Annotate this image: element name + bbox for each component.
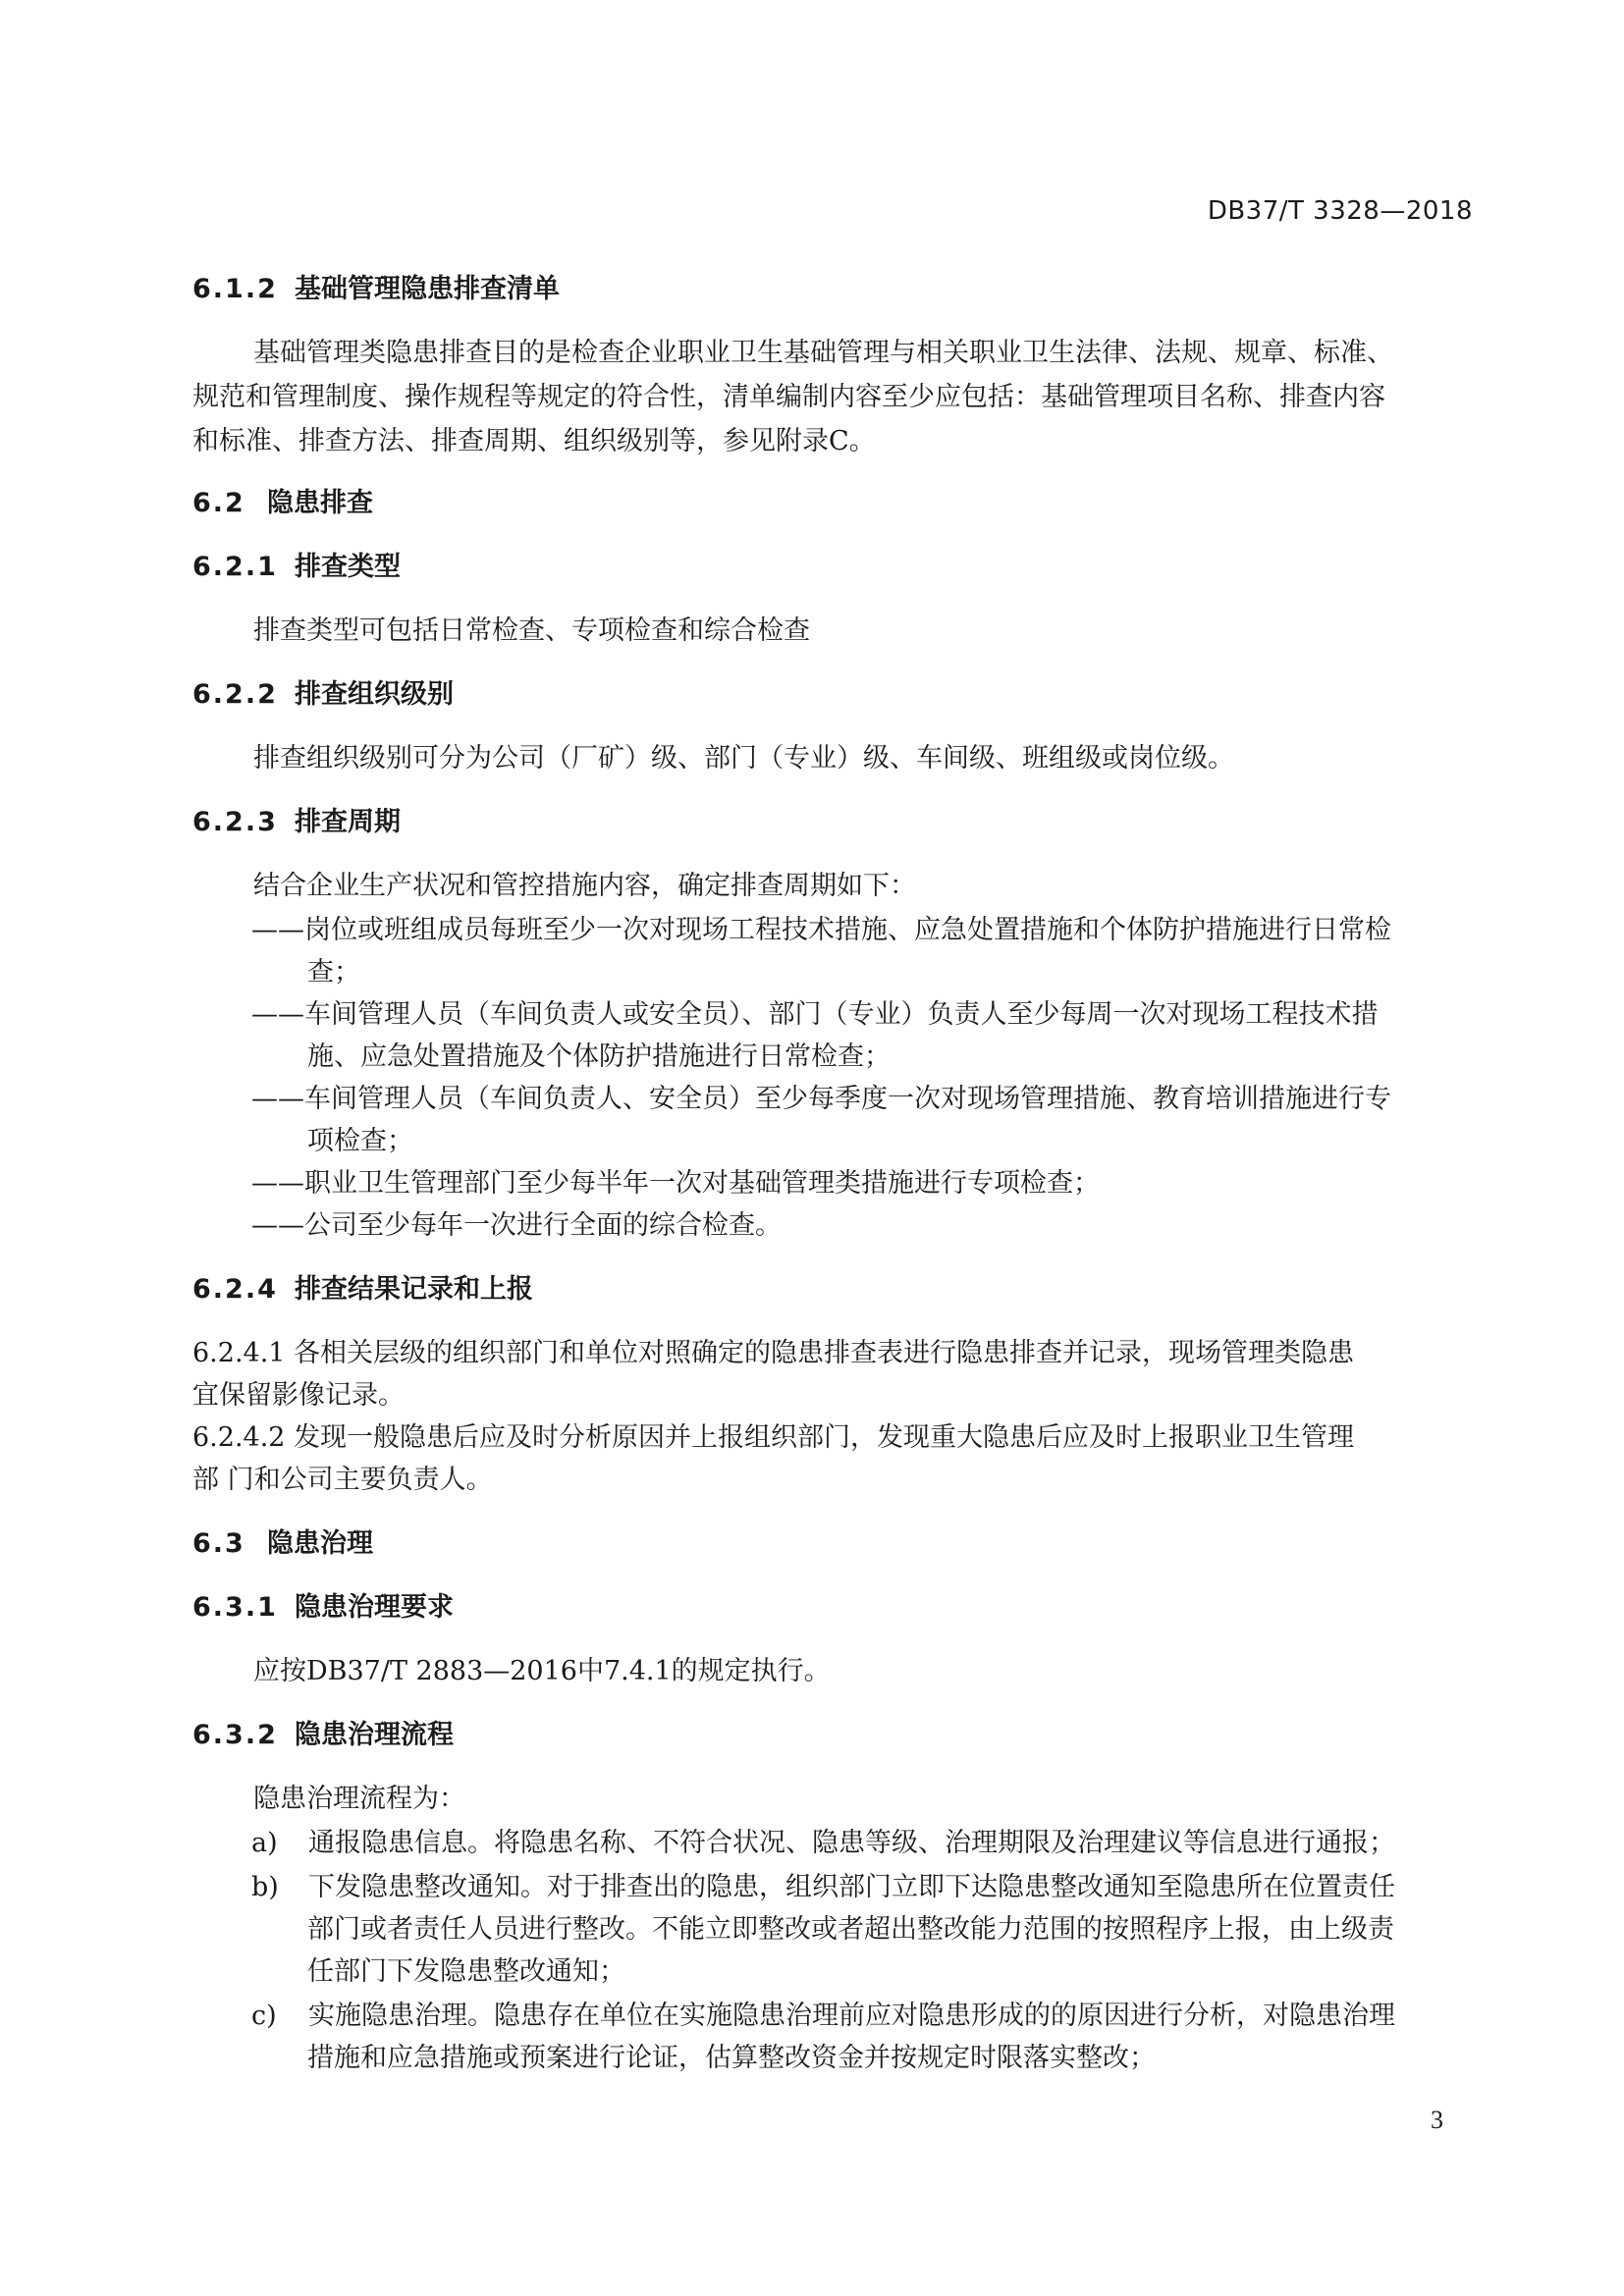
dash-list-item: ——车间管理人员（车间负责人、安全员）至少每季度一次对现场管理措施、教育培训措施进行专 — [251, 1084, 1391, 1114]
paragraph-line: 结合企业生产状况和管控措施内容，确定排查周期如下： — [253, 871, 916, 901]
paragraph-line: 排查组织级别可分为公司（厂矿）级、部门（专业）级、车间级、班组级或岗位级。 — [253, 743, 1234, 774]
list-text: 通报隐患信息。将隐患名称、不符合状况、隐患等级、治理期限及治理建议等信息进行通报； — [308, 1828, 1395, 1858]
section-number: 6.2.3 — [192, 807, 278, 837]
paragraph-line: 和标准、排查方法、排查周期、组织级别等，参见附录C。 — [192, 426, 876, 456]
page-number: 3 — [1431, 2106, 1443, 2134]
list-item-c — [251, 1994, 1395, 2032]
section-heading-6-3-2 — [192, 1713, 454, 1751]
list-text-continuation: 部门或者责任人员进行整改。不能立即整改或者超出整改能力范围的按照程序上报，由上级责 — [307, 1914, 1394, 1945]
list-text-continuation: 措施和应急措施或预案进行论证，估算整改资金并按规定时限落实整改； — [307, 2043, 1156, 2073]
list-text-continuation: 任部门下发隐患整改通知； — [307, 1956, 625, 1987]
list-item-b — [251, 1865, 1395, 1903]
paragraph-line: 规范和管理制度、操作规程等规定的符合性，清单编制内容至少应包括：基础管理项目名称、排查内容 — [192, 382, 1385, 412]
section-title: 排查组织级别 — [295, 679, 454, 710]
list-label: c) — [251, 2001, 277, 2031]
section-heading-6-2-1 — [192, 545, 401, 583]
list-item-a — [251, 1821, 1395, 1859]
section-number: 6.2 — [192, 488, 245, 518]
dash-list-item: ——公司至少每年一次进行全面的综合检查。 — [251, 1210, 782, 1241]
clause-6-2-4-2-line: 6.2.4.2 发现一般隐患后应及时分析原因并上报组织部门，发现重大隐患后应及时上报职业卫生管理 — [192, 1422, 1355, 1453]
section-heading-6-2-2 — [192, 672, 454, 711]
section-number: 6.3.2 — [192, 1720, 278, 1750]
list-label: a) — [251, 1828, 278, 1858]
section-title: 隐患排查 — [267, 488, 373, 518]
clause-6-2-4-1-line: 宜保留影像记录。 — [192, 1380, 405, 1411]
section-heading-6-3-1 — [192, 1585, 454, 1624]
paragraph-line: 隐患治理流程为： — [253, 1784, 465, 1814]
section-number: 6.3 — [192, 1528, 245, 1559]
dash-list-item-continuation: 查； — [307, 957, 360, 988]
section-title: 基础管理隐患排查清单 — [295, 274, 560, 304]
dash-list-item: ——车间管理人员（车间负责人或安全员）、部门（专业）负责人至少每周一次对现场工程技术措 — [251, 999, 1379, 1030]
section-heading-6-2-3 — [192, 800, 401, 838]
list-label: b) — [251, 1872, 279, 1902]
section-title: 隐患治理要求 — [295, 1592, 454, 1623]
section-heading-6-3 — [192, 1522, 373, 1560]
section-number: 6.2.2 — [192, 679, 278, 710]
section-heading-6-2 — [192, 481, 373, 519]
section-number: 6.3.1 — [192, 1592, 278, 1623]
paragraph-line: 基础管理类隐患排查目的是检查企业职业卫生基础管理与相关职业卫生法律、法规、规章、标准、 — [253, 338, 1393, 368]
section-title: 排查类型 — [295, 552, 401, 582]
section-title: 排查结果记录和上报 — [295, 1274, 533, 1305]
clause-6-2-4-2-line: 部 门和公司主要负责人。 — [192, 1465, 493, 1495]
list-text: 实施隐患治理。隐患存在单位在实施隐患治理前应对隐患形成的的原因进行分析，对隐患治理 — [308, 2001, 1395, 2031]
document-code-header: DB37/T 3328—2018 — [1207, 196, 1473, 226]
section-heading-6-1-2 — [192, 267, 560, 305]
section-title: 隐患治理 — [267, 1528, 373, 1559]
dash-list-item: ——职业卫生管理部门至少每半年一次对基础管理类措施进行专项检查； — [251, 1168, 1100, 1199]
section-number: 6.1.2 — [192, 274, 278, 304]
dash-list-item: ——岗位或班组成员每班至少一次对现场工程技术措施、应急处置措施和个体防护措施进行日常检 — [251, 915, 1391, 945]
paragraph-line: 应按DB37/T 2883—2016中7.4.1的规定执行。 — [253, 1656, 831, 1686]
section-title: 排查周期 — [295, 807, 401, 837]
dash-list-item-continuation: 施、应急处置措施及个体防护措施进行日常检查； — [307, 1041, 891, 1072]
section-number: 6.2.1 — [192, 552, 278, 582]
clause-6-2-4-1-line: 6.2.4.1 各相关层级的组织部门和单位对照确定的隐患排查表进行隐患排查并记录，现场管理类隐患 — [192, 1338, 1355, 1368]
dash-list-item-continuation: 项检查； — [307, 1126, 413, 1156]
section-title: 隐患治理流程 — [295, 1720, 454, 1750]
section-heading-6-2-4 — [192, 1267, 533, 1306]
section-number: 6.2.4 — [192, 1274, 278, 1305]
paragraph-line: 排查类型可包括日常检查、专项检查和综合检查 — [253, 615, 810, 646]
list-text: 下发隐患整改通知。对于排查出的隐患，组织部门立即下达隐患整改通知至隐患所在位置责任 — [308, 1872, 1395, 1902]
